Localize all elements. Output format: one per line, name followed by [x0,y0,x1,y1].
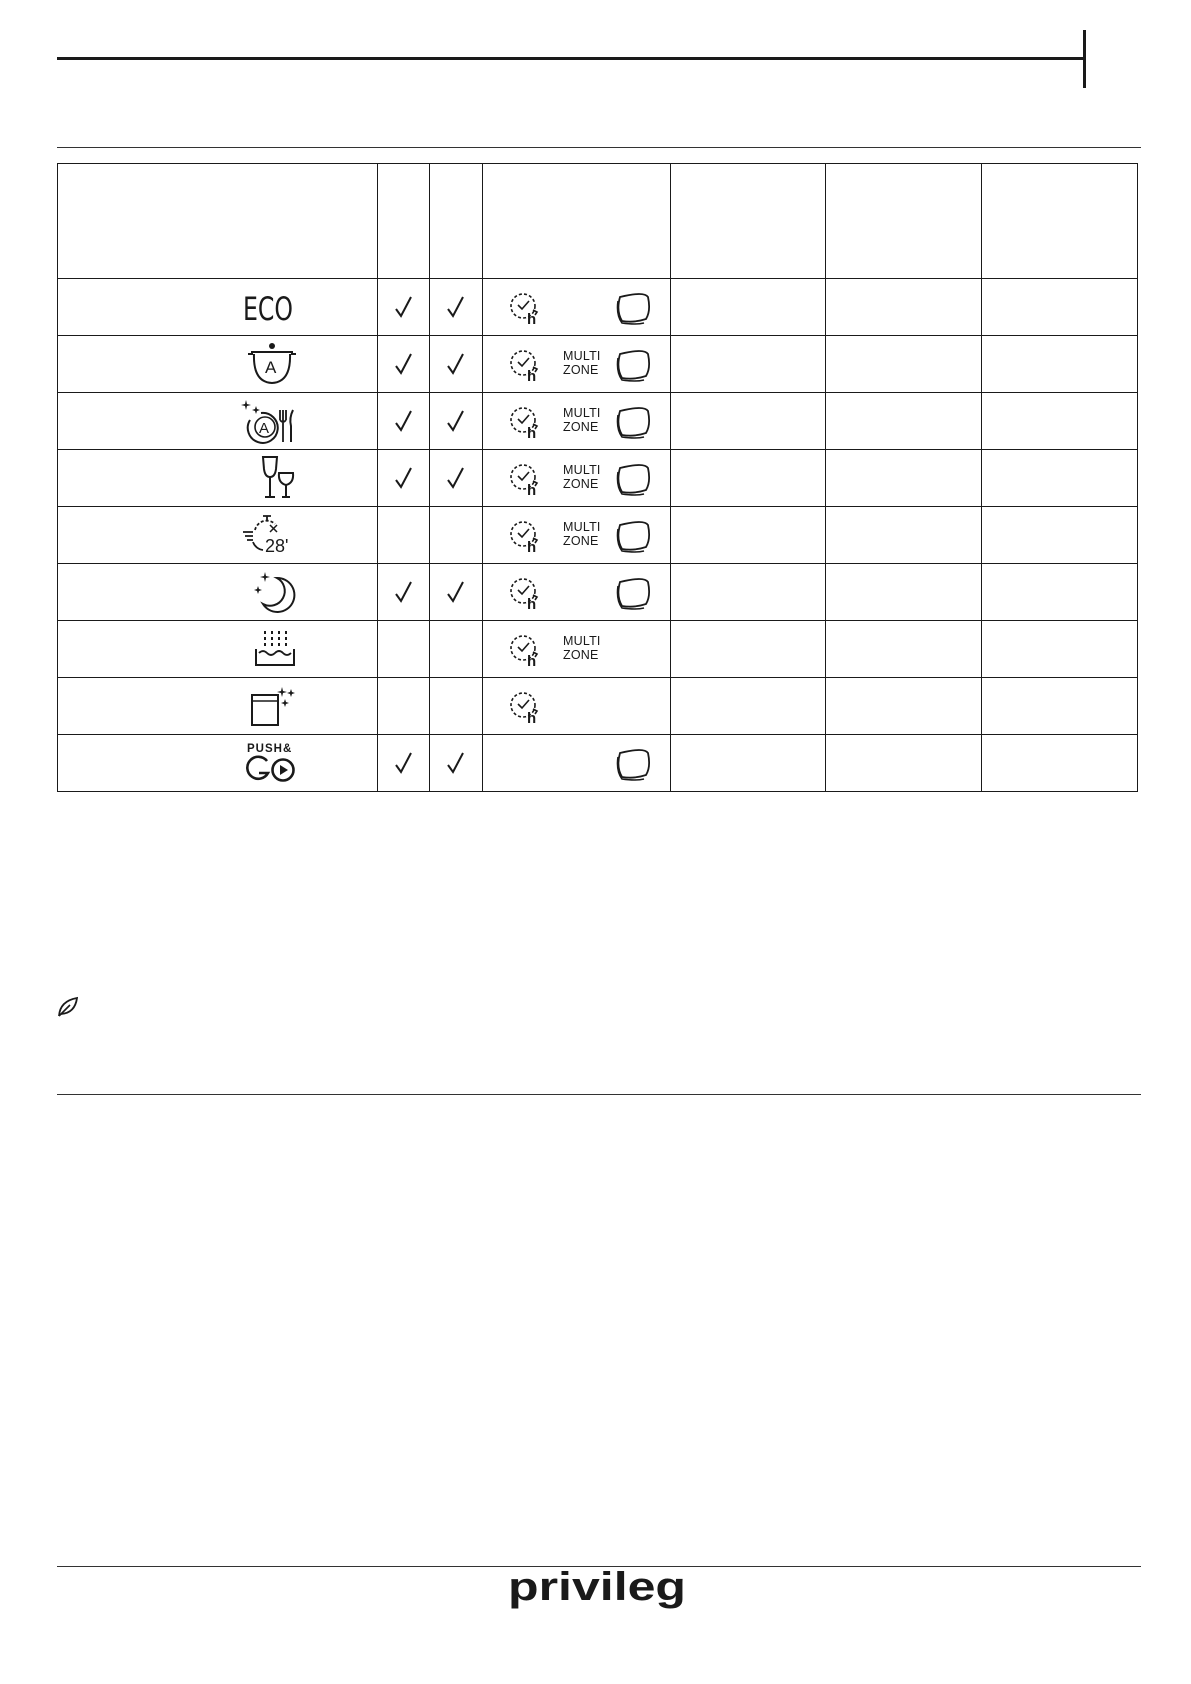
header-cell-options [483,164,671,279]
header-cell-6 [982,164,1138,279]
self-clean-icon [249,685,297,727]
delay-start-icon [508,347,544,383]
header-cell-5 [826,164,982,279]
header-cell-2 [430,164,483,279]
table-row [58,279,1138,336]
delay-start-icon [508,518,544,554]
table-row [58,564,1138,621]
table-row [58,621,1138,678]
check-icon [446,295,466,319]
check-icon [394,751,414,775]
multizone-label: MULTI ZONE [563,520,601,548]
tablet-icon [614,348,652,382]
rule-below-notes [57,1094,1141,1095]
header-cell-program [58,164,378,279]
svg-text:h: h [527,596,537,613]
auto-sparkle-cutlery-icon [241,398,297,444]
table-row [58,336,1138,393]
quick-28-icon [241,514,297,556]
tablet-icon [614,462,652,496]
tablet-icon [614,405,652,439]
table-row [58,735,1138,792]
svg-text:h: h [527,710,537,727]
tablet-icon [614,519,652,553]
header-cell-4 [671,164,826,279]
night-moon-icon [253,570,297,614]
header-cell-1 [378,164,430,279]
check-icon [394,352,414,376]
svg-text:h: h [527,425,537,442]
delay-start-icon [508,290,544,326]
check-icon [394,409,414,433]
auto-pot-icon [247,342,297,386]
check-icon [394,580,414,604]
table-row [58,507,1138,564]
check-icon [446,409,466,433]
eco-icon [241,289,297,328]
tablet-icon [614,576,652,610]
table-header-row [58,164,1138,279]
top-rule [57,57,1084,60]
delay-start-icon [508,461,544,497]
svg-text:28': 28' [265,536,289,556]
program-table [57,163,1138,792]
svg-text:privileg: privileg [508,1565,686,1609]
multizone-label: MULTI ZONE [563,406,601,434]
svg-text:h: h [527,482,537,499]
delay-start-icon [508,689,544,725]
check-icon [446,352,466,376]
multizone-label: MULTI ZONE [563,349,601,377]
svg-text:h: h [527,368,537,385]
table-row [58,678,1138,735]
multizone-label: MULTI ZONE [563,634,601,662]
table-row [58,393,1138,450]
svg-text:A: A [265,358,277,377]
check-icon [394,466,414,490]
delay-start-icon [508,575,544,611]
delay-start-icon [508,632,544,668]
privileg-logo [508,1565,688,1614]
push-and-go-icon [245,741,297,785]
tablet-icon [614,747,652,781]
multizone-label: MULTI ZONE [563,463,601,491]
table-row [58,450,1138,507]
check-icon [446,580,466,604]
svg-text:PUSH&: PUSH& [247,743,293,755]
svg-text:h: h [527,539,537,556]
check-icon [446,751,466,775]
svg-text:h: h [527,311,537,328]
delay-start-icon [508,404,544,440]
leaf-icon [56,995,80,1019]
glass-icon [257,455,297,501]
svg-text:h: h [527,653,537,670]
tablet-icon [614,291,652,325]
check-icon [446,466,466,490]
top-tick [1083,30,1086,88]
rule-above-table [57,147,1141,148]
prewash-icon [253,629,297,669]
svg-text:A: A [259,420,270,437]
svg-text:ECO: ECO [243,290,293,328]
check-icon [394,295,414,319]
